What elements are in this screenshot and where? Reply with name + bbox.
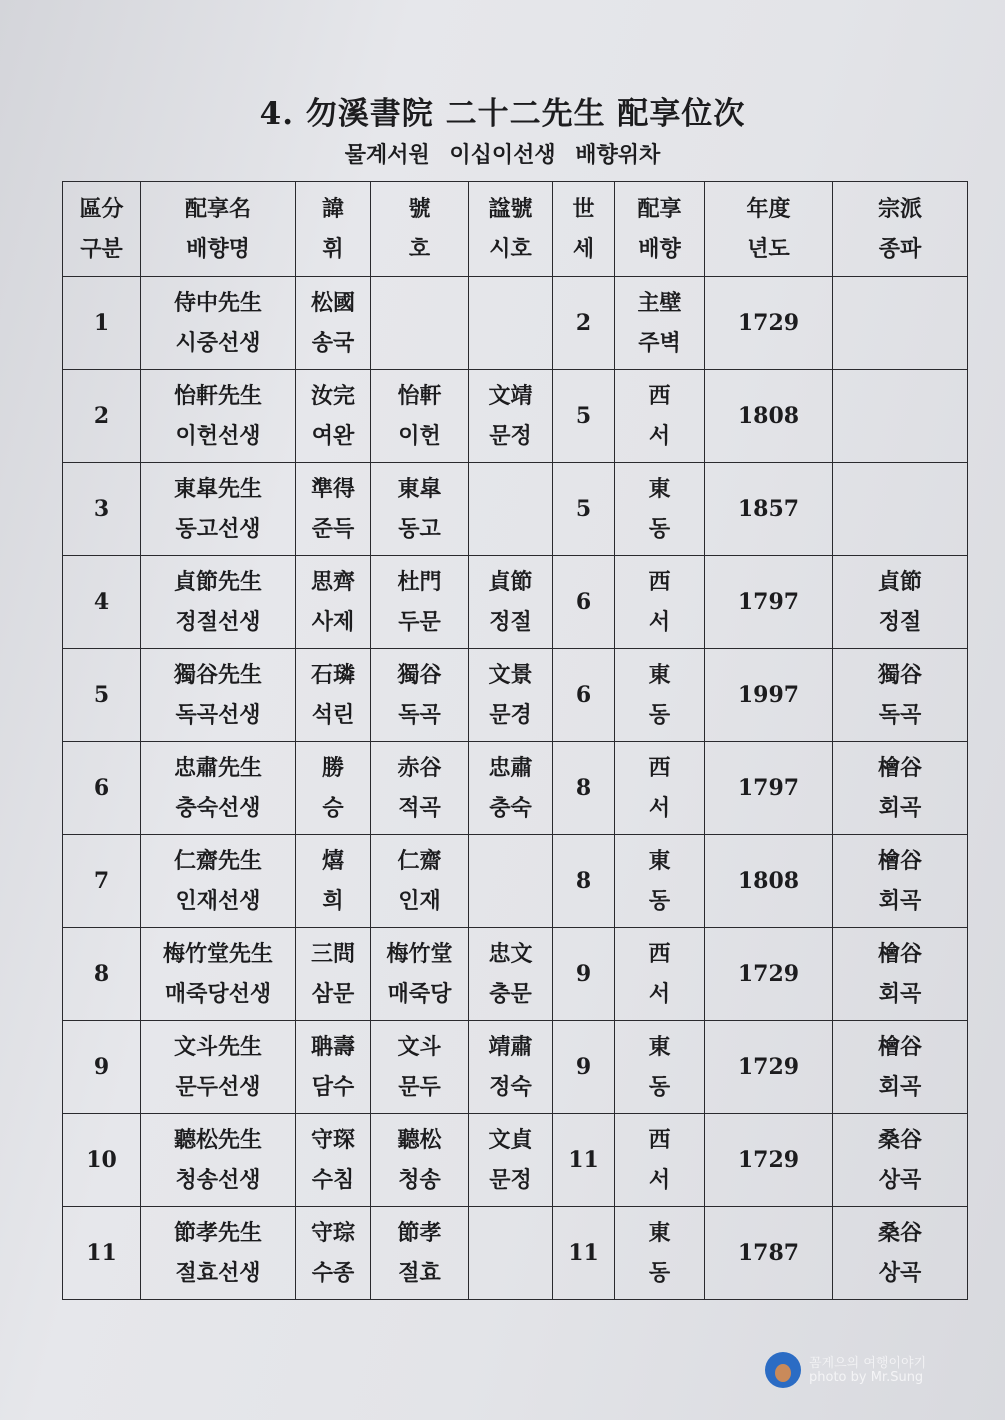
cell-pen-name-text: 文斗 (397, 1034, 442, 1060)
cell-personal-name-text: 석린 (311, 702, 355, 728)
header-branch-hanja: 宗派 (877, 196, 922, 222)
cell-branch-text: 桑谷 (877, 1220, 922, 1246)
cell-year (705, 556, 833, 649)
cell-division-text: 1 (93, 310, 110, 336)
header-generation-hanja: 世 (572, 196, 595, 222)
cell-enshrined-name-text: 東皐先生 (173, 476, 262, 502)
cell-division (63, 556, 141, 649)
cell-personal-name-text: 수종 (311, 1260, 355, 1286)
cell-posthumous-name-text: 충숙 (489, 795, 532, 821)
header-pen-name-hanja: 號 (408, 196, 431, 222)
cell-personal-name (296, 463, 371, 556)
cell-enshrined-name-text: 忠肅先生 (173, 755, 262, 781)
cell-pen-name-text: 절효 (398, 1260, 441, 1286)
cell-branch-text: 상곡 (878, 1167, 922, 1193)
cell-posthumous-name-text: 文景 (488, 662, 533, 688)
cell-division (63, 1207, 141, 1300)
cell-position (615, 1114, 705, 1207)
header-pen-name (371, 182, 469, 277)
cell-division-text: 11 (86, 1240, 117, 1266)
cell-generation-text: 6 (575, 682, 592, 708)
cell-position (615, 1207, 705, 1300)
cell-enshrined-name-text: 貞節先生 (173, 569, 262, 595)
header-enshrined-name-hangul: 배향명 (186, 236, 250, 262)
cell-posthumous-name (469, 649, 553, 742)
cell-posthumous-name (469, 928, 553, 1021)
cell-year (705, 1114, 833, 1207)
cell-division (63, 370, 141, 463)
cell-branch-text: 회곡 (878, 888, 922, 914)
cell-pen-name-text: 仁齋 (397, 848, 442, 874)
cell-position (615, 370, 705, 463)
cell-generation-text: 9 (575, 1054, 592, 1080)
cell-generation (553, 1021, 615, 1114)
cell-year (705, 463, 833, 556)
cell-branch-text: 桑谷 (877, 1127, 922, 1153)
cell-personal-name (296, 649, 371, 742)
cell-posthumous-name-text: 貞節 (488, 569, 533, 595)
cell-personal-name-text: 송국 (311, 330, 355, 356)
cell-enshrined-name (141, 556, 296, 649)
header-personal-name (296, 182, 371, 277)
cell-branch (833, 835, 968, 928)
cell-pen-name (371, 928, 469, 1021)
cell-posthumous-name (469, 1207, 553, 1300)
cell-generation (553, 649, 615, 742)
cell-year-text: 1787 (737, 1240, 800, 1266)
cell-enshrined-name-text: 충숙선생 (175, 795, 261, 821)
cell-year (705, 277, 833, 370)
cell-enshrined-name-text: 侍中先生 (173, 290, 262, 316)
cell-personal-name-text: 熺 (321, 848, 344, 874)
header-pen-name-hangul: 호 (408, 236, 431, 262)
table-row (63, 1114, 968, 1207)
cell-year-text: 1797 (737, 775, 800, 801)
cell-position-text: 서 (648, 795, 671, 821)
cell-pen-name-text: 杜門 (397, 569, 442, 595)
cell-posthumous-name-text: 忠文 (488, 941, 533, 967)
cell-position (615, 277, 705, 370)
cell-year-text: 1729 (737, 310, 800, 336)
cell-generation (553, 556, 615, 649)
cell-personal-name-text: 수침 (311, 1167, 355, 1193)
cell-division-text: 4 (93, 589, 110, 615)
cell-personal-name-text: 승 (322, 795, 344, 821)
cell-position-text: 동 (648, 516, 671, 542)
cell-posthumous-name (469, 463, 553, 556)
cell-division-text: 6 (93, 775, 110, 801)
cell-pen-name-text: 梅竹堂 (386, 941, 453, 967)
cell-posthumous-name (469, 370, 553, 463)
cell-pen-name-text: 두문 (398, 609, 441, 635)
cell-branch-text: 檜谷 (877, 1034, 922, 1060)
cell-position (615, 742, 705, 835)
cell-year-text: 1997 (737, 682, 800, 708)
cell-generation (553, 928, 615, 1021)
cell-posthumous-name (469, 1021, 553, 1114)
cell-enshrined-name-text: 仁齋先生 (173, 848, 262, 874)
cell-position-text: 西 (648, 1127, 671, 1153)
cell-position-text: 西 (648, 383, 671, 409)
cell-enshrined-name-text: 梅竹堂先生 (162, 941, 273, 967)
header-enshrined-name-hanja: 配享名 (184, 196, 251, 222)
cell-year (705, 1021, 833, 1114)
cell-generation (553, 1114, 615, 1207)
cell-position (615, 649, 705, 742)
cell-pen-name-text: 청송 (398, 1167, 441, 1193)
cell-position-text: 東 (648, 662, 671, 688)
cell-position-text: 西 (648, 755, 671, 781)
cell-branch (833, 463, 968, 556)
cell-branch-text: 회곡 (878, 981, 922, 1007)
cell-branch (833, 1207, 968, 1300)
cell-branch (833, 1021, 968, 1114)
cell-enshrined-name-text: 節孝先生 (173, 1220, 262, 1246)
header-personal-name-hangul: 휘 (322, 236, 344, 262)
cell-pen-name (371, 556, 469, 649)
table-body (63, 277, 968, 1300)
table-row (63, 463, 968, 556)
cell-pen-name-text: 독곡 (398, 702, 441, 728)
cell-enshrined-name (141, 928, 296, 1021)
cell-enshrined-name-text: 청송선생 (175, 1167, 261, 1193)
cell-generation-text: 2 (575, 310, 592, 336)
cell-branch-text: 檜谷 (877, 941, 922, 967)
cell-pen-name-text: 문두 (398, 1074, 441, 1100)
cell-division (63, 742, 141, 835)
cell-personal-name-text: 守琮 (310, 1220, 355, 1246)
cell-enshrined-name (141, 1207, 296, 1300)
table-row (63, 1207, 968, 1300)
cell-division-text: 7 (93, 868, 110, 894)
cell-enshrined-name (141, 463, 296, 556)
cell-generation (553, 1207, 615, 1300)
cell-posthumous-name-text: 문정 (489, 1167, 532, 1193)
cell-posthumous-name (469, 835, 553, 928)
cell-generation-text: 5 (575, 403, 592, 429)
cell-posthumous-name-text: 文貞 (488, 1127, 533, 1153)
cell-division-text: 2 (93, 403, 110, 429)
header-enshrined-name (141, 182, 296, 277)
cell-pen-name-text: 東皐 (397, 476, 442, 502)
header-posthumous-name-hangul: 시호 (489, 236, 532, 262)
cell-enshrined-name-text: 시중선생 (175, 330, 261, 356)
header-posthumous-name (469, 182, 553, 277)
cell-position (615, 1021, 705, 1114)
header-generation (553, 182, 615, 277)
cell-posthumous-name-text: 문정 (489, 423, 532, 449)
cell-year-text: 1729 (737, 1147, 800, 1173)
header-generation-hangul: 세 (572, 236, 595, 262)
cell-year (705, 1207, 833, 1300)
cell-branch-text: 檜谷 (877, 848, 922, 874)
cell-personal-name-text: 準得 (310, 476, 355, 502)
cell-year (705, 370, 833, 463)
cell-position-text: 동 (648, 888, 671, 914)
avatar (765, 1352, 801, 1388)
cell-branch-text: 檜谷 (877, 755, 922, 781)
table-row (63, 370, 968, 463)
cell-personal-name-text: 石璘 (310, 662, 355, 688)
page-title: 4. 勿溪書院 二十二先生 配享位次 (259, 96, 746, 132)
header-year-hanja: 年度 (746, 196, 791, 222)
cell-posthumous-name (469, 556, 553, 649)
header-division (63, 182, 141, 277)
cell-pen-name-text: 매죽당 (387, 981, 452, 1007)
cell-enshrined-name-text: 怡軒先生 (173, 383, 262, 409)
cell-personal-name (296, 1021, 371, 1114)
cell-branch (833, 1114, 968, 1207)
cell-personal-name-text: 松國 (310, 290, 355, 316)
header-position (615, 182, 705, 277)
cell-generation (553, 277, 615, 370)
cell-branch-text: 貞節 (877, 569, 922, 595)
cell-enshrined-name (141, 1021, 296, 1114)
cell-branch-text: 獨谷 (877, 662, 922, 688)
cell-division (63, 1114, 141, 1207)
header-division-hangul: 구분 (80, 236, 123, 262)
cell-pen-name-text: 怡軒 (397, 383, 442, 409)
cell-posthumous-name (469, 277, 553, 370)
cell-personal-name-text: 담수 (311, 1074, 355, 1100)
cell-year (705, 649, 833, 742)
cell-generation-text: 11 (568, 1240, 599, 1266)
cell-position-text: 西 (648, 941, 671, 967)
header-position-hangul: 배향 (638, 236, 681, 262)
cell-division (63, 928, 141, 1021)
cell-generation-text: 8 (575, 775, 592, 801)
cell-division-text: 5 (93, 682, 110, 708)
cell-pen-name-text: 獨谷 (397, 662, 442, 688)
cell-branch (833, 649, 968, 742)
cell-enshrined-name-text: 매죽당선생 (164, 981, 272, 1007)
cell-pen-name (371, 1207, 469, 1300)
cell-division (63, 835, 141, 928)
cell-personal-name (296, 1207, 371, 1300)
cell-enshrined-name-text: 독곡선생 (175, 702, 261, 728)
cell-position (615, 928, 705, 1021)
cell-pen-name-text: 동고 (398, 516, 441, 542)
table-row (63, 649, 968, 742)
cell-year-text: 1808 (737, 868, 800, 894)
cell-personal-name (296, 1114, 371, 1207)
photo-watermark (765, 1350, 975, 1392)
cell-position-text: 서 (648, 609, 671, 635)
cell-enshrined-name (141, 649, 296, 742)
cell-pen-name (371, 1114, 469, 1207)
cell-enshrined-name (141, 1114, 296, 1207)
cell-personal-name (296, 370, 371, 463)
cell-year-text: 1729 (737, 1054, 800, 1080)
cell-position-text: 주벽 (638, 330, 681, 356)
cell-posthumous-name-text: 文靖 (488, 383, 533, 409)
cell-generation-text: 11 (568, 1147, 599, 1173)
table-row (63, 1021, 968, 1114)
cell-generation-text: 6 (575, 589, 592, 615)
cell-generation (553, 370, 615, 463)
page-subtitle: 물계서원 이십이선생 배향위차 (344, 142, 661, 168)
cell-division-text: 3 (93, 496, 110, 522)
cell-division-text: 10 (86, 1147, 117, 1173)
cell-division (63, 277, 141, 370)
cell-pen-name (371, 277, 469, 370)
cell-posthumous-name-text: 정절 (489, 609, 532, 635)
cell-personal-name-text: 三問 (310, 941, 355, 967)
cell-pen-name-text: 赤谷 (397, 755, 442, 781)
cell-pen-name (371, 463, 469, 556)
cell-branch-text: 회곡 (878, 1074, 922, 1100)
cell-pen-name (371, 742, 469, 835)
table-row (63, 742, 968, 835)
cell-year-text: 1808 (737, 403, 800, 429)
cell-enshrined-name-text: 이헌선생 (175, 423, 261, 449)
cell-personal-name (296, 835, 371, 928)
cell-division-text: 8 (93, 961, 110, 987)
cell-branch (833, 277, 968, 370)
cell-position-text: 동 (648, 1260, 671, 1286)
cell-division (63, 649, 141, 742)
watermark-line1: 꼼게으의 여행이야기 (809, 1356, 927, 1371)
header-branch (833, 182, 968, 277)
cell-personal-name-text: 聃壽 (310, 1034, 355, 1060)
cell-pen-name (371, 370, 469, 463)
cell-posthumous-name-text: 忠肅 (488, 755, 533, 781)
cell-posthumous-name (469, 1114, 553, 1207)
cell-personal-name-text: 준득 (311, 516, 355, 542)
cell-personal-name-text: 守琛 (310, 1127, 355, 1153)
cell-generation-text: 9 (575, 961, 592, 987)
cell-personal-name-text: 勝 (321, 755, 344, 781)
table-row (63, 556, 968, 649)
cell-position-text: 서 (648, 1167, 671, 1193)
cell-enshrined-name-text: 인재선생 (175, 888, 261, 914)
cell-enshrined-name (141, 742, 296, 835)
cell-pen-name (371, 835, 469, 928)
cell-generation (553, 835, 615, 928)
cell-generation-text: 8 (575, 868, 592, 894)
cell-position-text: 東 (648, 476, 671, 502)
cell-division (63, 463, 141, 556)
cell-branch (833, 370, 968, 463)
cell-pen-name-text: 인재 (398, 888, 441, 914)
cell-personal-name (296, 742, 371, 835)
cell-pen-name (371, 649, 469, 742)
cell-generation-text: 5 (575, 496, 592, 522)
cell-enshrined-name-text: 문두선생 (175, 1074, 261, 1100)
cell-year (705, 835, 833, 928)
cell-enshrined-name-text: 동고선생 (175, 516, 261, 542)
cell-pen-name-text: 적곡 (398, 795, 441, 821)
cell-personal-name-text: 삼문 (311, 981, 355, 1007)
cell-enshrined-name-text: 文斗先生 (173, 1034, 262, 1060)
cell-personal-name-text: 희 (322, 888, 344, 914)
cell-year-text: 1729 (737, 961, 800, 987)
cell-year (705, 928, 833, 1021)
cell-personal-name (296, 928, 371, 1021)
cell-branch (833, 928, 968, 1021)
cell-position-text: 동 (648, 702, 671, 728)
cell-personal-name-text: 사제 (311, 609, 355, 635)
cell-posthumous-name-text: 충문 (489, 981, 532, 1007)
cell-branch (833, 556, 968, 649)
cell-year-text: 1857 (737, 496, 800, 522)
cell-position-text: 東 (648, 1034, 671, 1060)
cell-enshrined-name-text: 獨谷先生 (173, 662, 262, 688)
cell-pen-name (371, 1021, 469, 1114)
cell-enshrined-name-text: 절효선생 (175, 1260, 261, 1286)
cell-personal-name (296, 277, 371, 370)
table-row (63, 835, 968, 928)
cell-year (705, 742, 833, 835)
cell-position-text: 서 (648, 981, 671, 1007)
cell-division-text: 9 (93, 1054, 110, 1080)
cell-posthumous-name (469, 742, 553, 835)
cell-enshrined-name-text: 聽松先生 (173, 1127, 262, 1153)
header-personal-name-hanja: 諱 (321, 196, 344, 222)
cell-position-text: 동 (648, 1074, 671, 1100)
cell-personal-name-text: 汝完 (310, 383, 355, 409)
header-posthumous-name-hanja: 諡號 (488, 196, 533, 222)
cell-branch-text: 회곡 (878, 795, 922, 821)
cell-position (615, 835, 705, 928)
watermark-line2: photo by Mr.Sung (809, 1370, 924, 1385)
cell-personal-name-text: 思齊 (310, 569, 355, 595)
cell-branch (833, 742, 968, 835)
cell-pen-name-text: 이헌 (398, 423, 441, 449)
cell-enshrined-name-text: 정절선생 (175, 609, 261, 635)
cell-personal-name (296, 556, 371, 649)
cell-pen-name-text: 節孝 (397, 1220, 442, 1246)
table-row (63, 277, 968, 370)
table-row (63, 928, 968, 1021)
header-branch-hangul: 종파 (878, 236, 922, 262)
cell-position (615, 556, 705, 649)
cell-generation (553, 742, 615, 835)
cell-posthumous-name-text: 靖肅 (488, 1034, 533, 1060)
cell-position-text: 主壁 (637, 290, 682, 316)
cell-generation (553, 463, 615, 556)
cell-personal-name-text: 여완 (311, 423, 355, 449)
enshrinement-table (62, 181, 968, 1300)
cell-posthumous-name-text: 정숙 (489, 1074, 532, 1100)
cell-division (63, 1021, 141, 1114)
cell-position (615, 463, 705, 556)
cell-position-text: 東 (648, 848, 671, 874)
cell-position-text: 西 (648, 569, 671, 595)
cell-enshrined-name (141, 277, 296, 370)
cell-branch-text: 상곡 (878, 1260, 922, 1286)
cell-pen-name-text: 聽松 (397, 1127, 442, 1153)
header-division-hanja: 區分 (79, 196, 124, 222)
cell-branch-text: 독곡 (878, 702, 922, 728)
cell-enshrined-name (141, 835, 296, 928)
header-year-hangul: 년도 (747, 236, 790, 262)
cell-posthumous-name-text: 문경 (489, 702, 532, 728)
header-year (705, 182, 833, 277)
cell-enshrined-name (141, 370, 296, 463)
cell-branch-text: 정절 (878, 609, 922, 635)
cell-position-text: 東 (648, 1220, 671, 1246)
cell-year-text: 1797 (737, 589, 800, 615)
header-position-hanja: 配享 (637, 196, 682, 222)
cell-position-text: 서 (648, 423, 671, 449)
table-header-row (63, 182, 968, 277)
